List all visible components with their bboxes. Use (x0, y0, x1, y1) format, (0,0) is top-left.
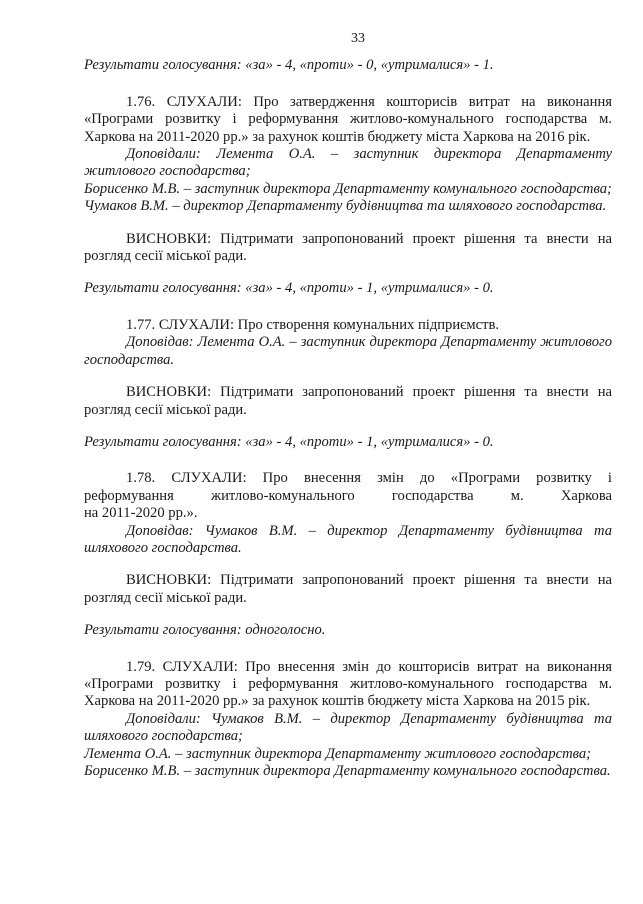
voting-results-intro: Результати голосування: «за» - 4, «проти» - 0, «утрималися» - 1. (84, 57, 494, 74)
item-177-conclusion: ВИСНОВКИ: Підтримати запропонований проект рішення та внести на розгляд сесії міської ради. (84, 384, 612, 418)
item-178-heard-line-3: на 2011-2020 рр.». (84, 505, 198, 522)
item-178-heard-line-1: 1.78. СЛУХАЛИ: Про внесення змін до «Програми розвитку і (126, 470, 612, 487)
page-number: 33 (351, 31, 365, 46)
item-176-speaker-2: Борисенко М.В. – заступник директора Департаменту комунального господарства; (84, 180, 612, 197)
item-177-votes: Результати голосування: «за» - 4, «проти» - 1, «утрималися» - 0. (84, 433, 494, 450)
item-176-votes: Результати голосування: «за» - 4, «проти» - 1, «утрималися» - 0. (84, 280, 494, 297)
item-177-speaker-1: Доповідав: Лемента О.А. – заступник директора Департаменту житлового господарства. (84, 334, 612, 368)
item-179-speaker-2: Лемента О.А. – заступник директора Департаменту житлового господарства; (84, 745, 592, 762)
item-176-speaker-1: Доповідали: Лемента О.А. – заступник директора Департаменту житлового господарства; (84, 146, 612, 180)
item-178-speaker-1: Доповідав: Чумаков В.М. – директор Департаменту будівництва та шляхового господарства. (84, 522, 612, 556)
item-178-votes: Результати голосування: одноголосно. (84, 622, 326, 639)
item-176-conclusion: ВИСНОВКИ: Підтримати запропонований проект рішення та внести на розгляд сесії міської ради. (84, 230, 612, 265)
item-176-heard: 1.76. СЛУХАЛИ: Про затвердження кошторисів витрат на виконання «Програми розвитку і реформування житлово-комунального господарства м. Харкова на 2011-2020 рр.» за рахунок коштів бюджету міста Харкова на 2016 рік. (84, 93, 612, 145)
item-178-heard-line-2: реформування житлово-комунального господарства м. Харкова (84, 487, 612, 504)
item-176-speaker-3: Чумаков В.М. – директор Департаменту будівництва та шляхового господарства. (84, 198, 607, 215)
item-177-heard: 1.77. СЛУХАЛИ: Про створення комунальних підприємств. (126, 316, 500, 333)
item-179-speaker-3: Борисенко М.В. – заступник директора Департаменту комунального господарства. (84, 763, 611, 779)
item-178-conclusion: ВИСНОВКИ: Підтримати запропонований проект рішення та внести на розгляд сесії міської ради. (84, 572, 612, 606)
document-page (84, 30, 612, 780)
item-179-speaker-1: Доповідали: Чумаков В.М. – директор Департаменту будівництва та шляхового господарства; (84, 710, 612, 745)
item-179-heard: 1.79. СЛУХАЛИ: Про внесення змін до кошторисів витрат на виконання «Програми розвитку і реформування житлово-комунального господарства м. Харкова на 2011-2020 рр.» за рахунок коштів бюджету міста Харкова на 2015 рік. (84, 658, 612, 710)
